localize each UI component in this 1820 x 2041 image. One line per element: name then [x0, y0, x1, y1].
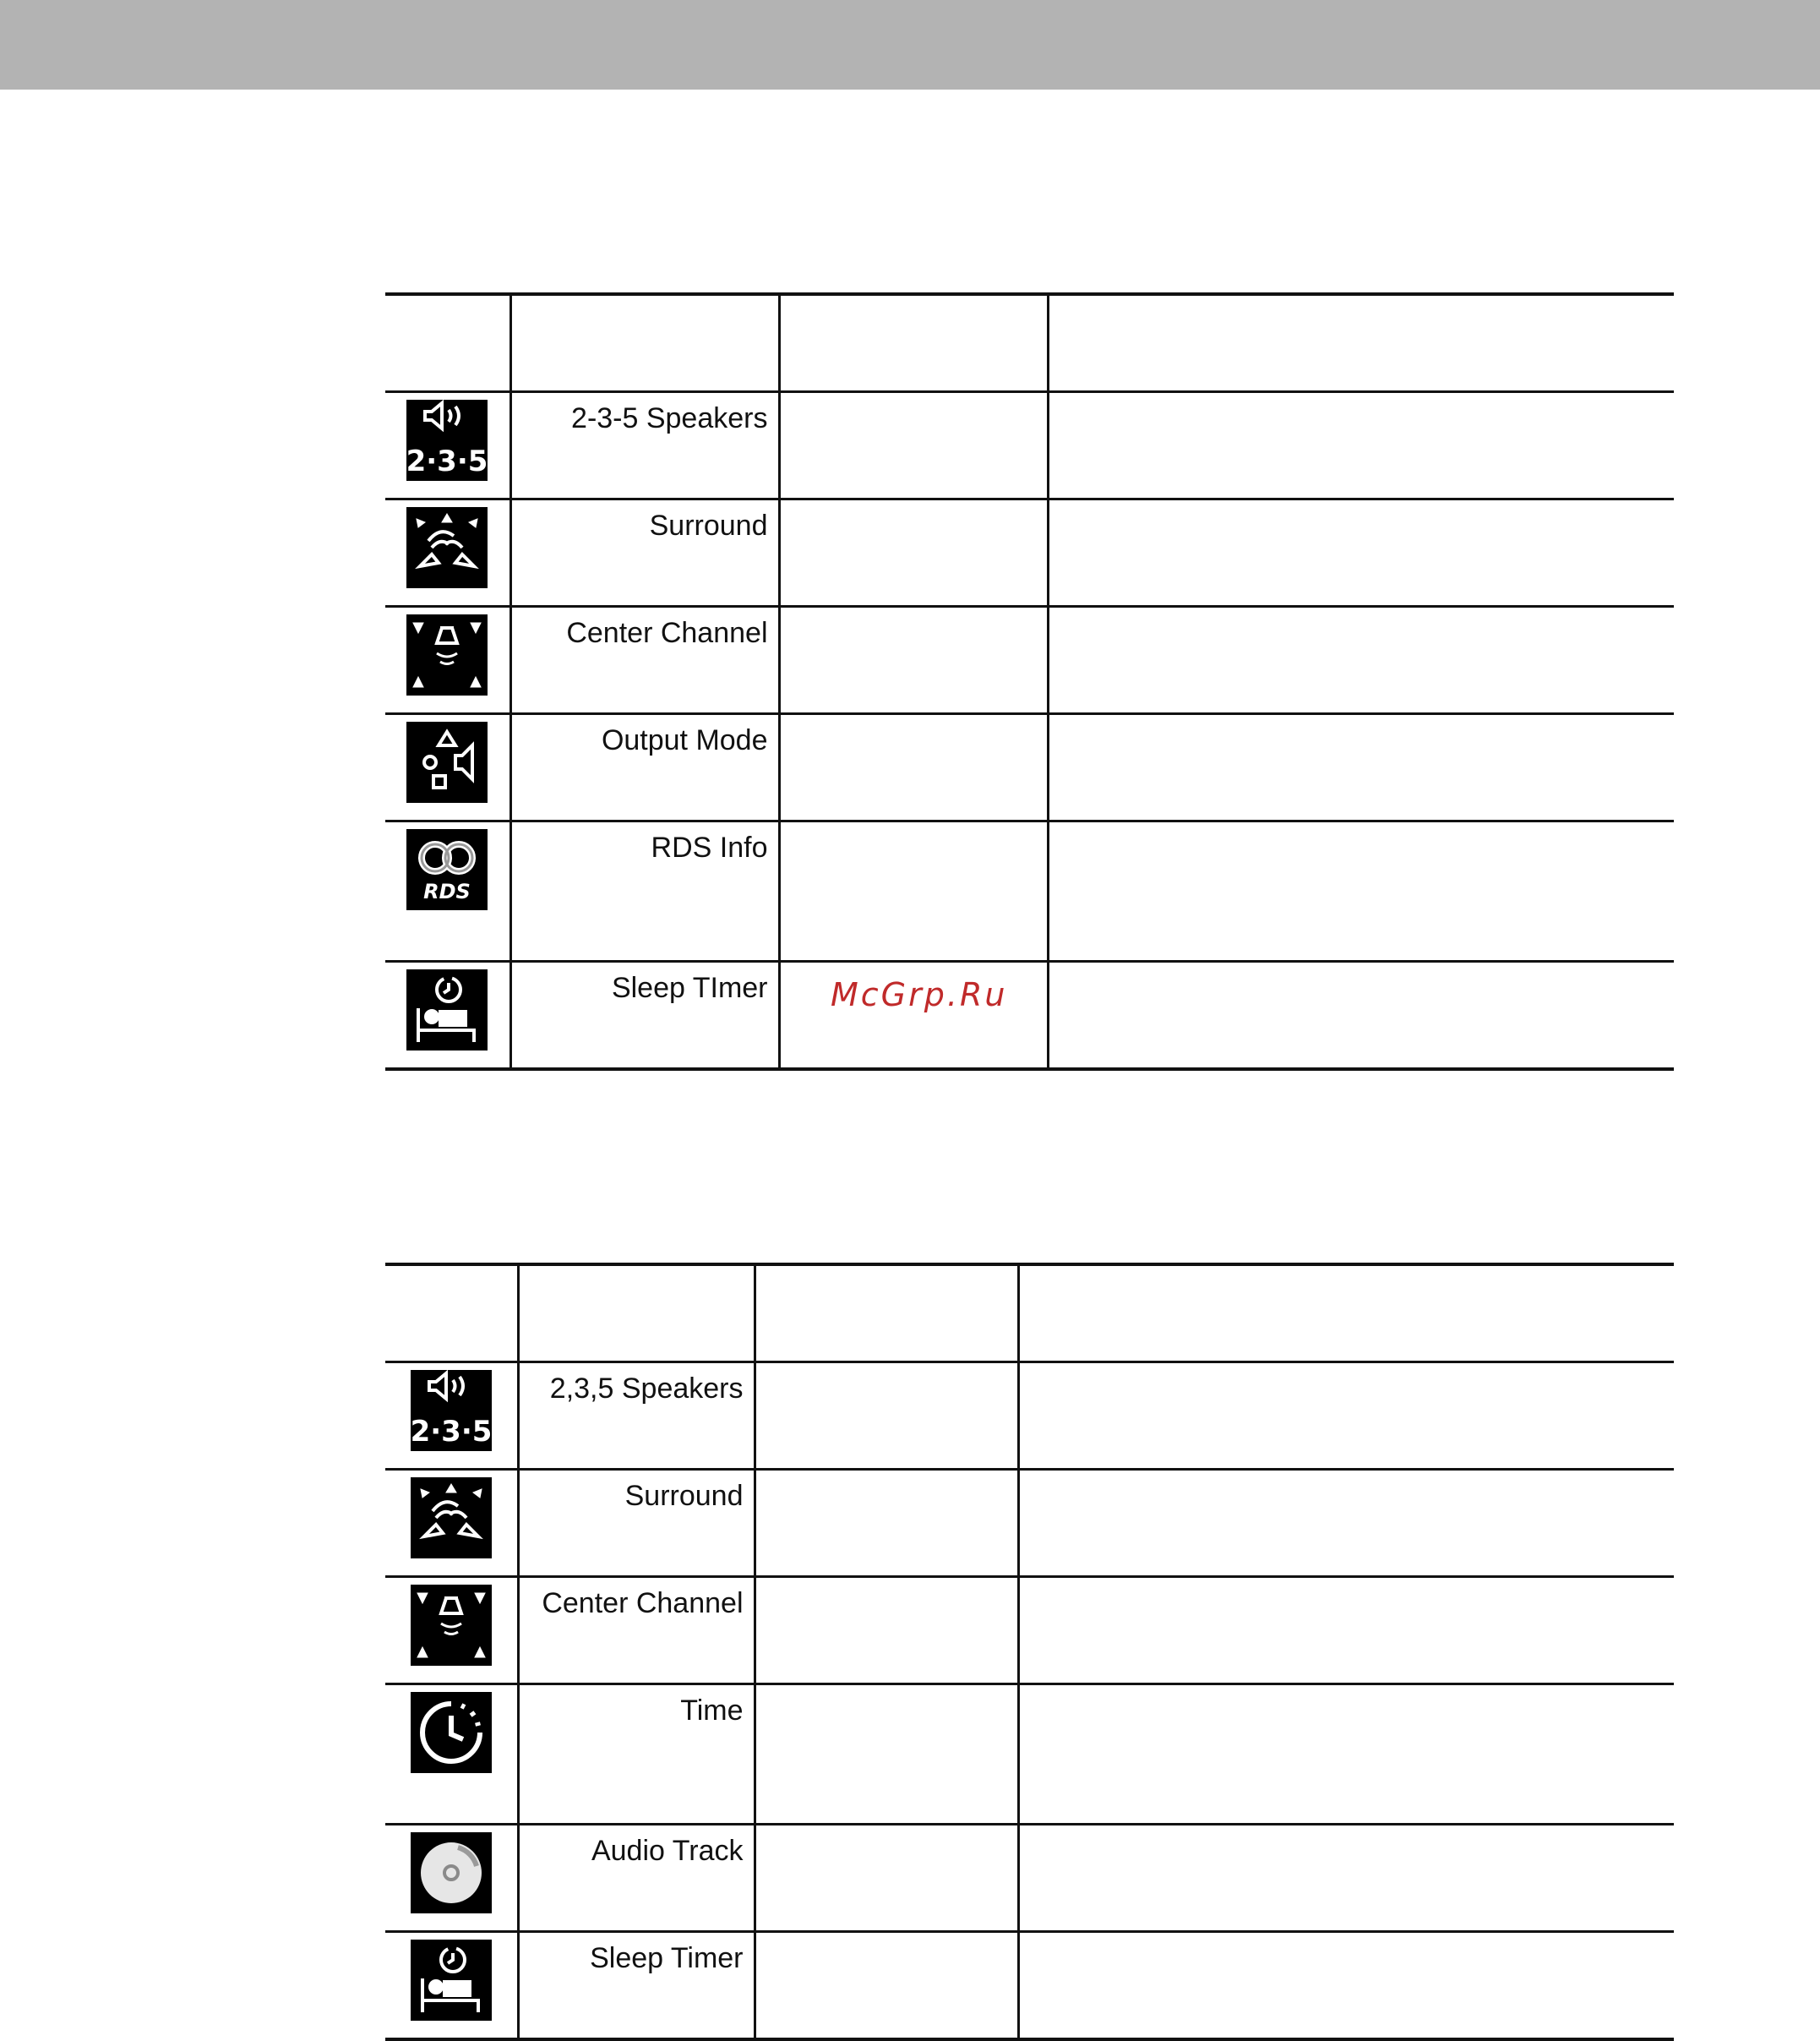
table-row: [385, 499, 1674, 607]
surround-icon: [406, 507, 488, 588]
row-label: Audio Track: [518, 1825, 755, 1932]
table-row: [385, 1684, 1674, 1825]
row-label: Surround: [518, 1470, 755, 1577]
row-label: RDS Info: [510, 821, 779, 962]
row-label: Center Channel: [510, 607, 779, 714]
table-row: [385, 714, 1674, 821]
table-row: [385, 1577, 1674, 1684]
table-row: [385, 607, 1674, 714]
watermark: McGrp.Ru: [831, 976, 1008, 1013]
row-label: Center Channel: [518, 1577, 755, 1684]
row-label: 2-3-5 Speakers: [510, 392, 779, 499]
center-channel-icon: [411, 1585, 492, 1666]
output-mode-icon: [406, 722, 488, 803]
svg-text:2·3·5: 2·3·5: [406, 445, 488, 478]
speakers-235-icon: [406, 400, 488, 481]
svg-text:2·3·5: 2·3·5: [410, 1415, 492, 1449]
table-row: [385, 962, 1674, 1070]
sleep-timer-icon: [411, 1940, 492, 2021]
table-row: [385, 1825, 1674, 1932]
table-header-row: [385, 1264, 1674, 1362]
row-label: Sleep Timer: [518, 1932, 755, 2040]
sleep-timer-icon: [406, 969, 488, 1051]
center-channel-icon: [406, 614, 488, 696]
speakers-235-icon: [411, 1370, 492, 1451]
row-label: Surround: [510, 499, 779, 607]
svg-text:RDS: RDS: [423, 880, 471, 903]
disc-icon: [411, 1832, 492, 1913]
table-row: [385, 1470, 1674, 1577]
table-header-row: [385, 294, 1674, 392]
table-row: [385, 821, 1674, 962]
row-label: Sleep TImer: [510, 962, 779, 1070]
top-header-band: [0, 0, 1820, 90]
settings-table-2: [385, 1263, 1674, 2041]
table-row: [385, 1932, 1674, 2040]
settings-table-1: [385, 292, 1674, 1071]
table-row: [385, 1362, 1674, 1470]
table-row: [385, 392, 1674, 499]
row-label: Time: [518, 1684, 755, 1825]
rds-icon: [406, 829, 488, 910]
surround-icon: [411, 1477, 492, 1558]
row-label: 2,3,5 Speakers: [518, 1362, 755, 1470]
row-label: Output Mode: [510, 714, 779, 821]
clock-icon: [411, 1692, 492, 1773]
